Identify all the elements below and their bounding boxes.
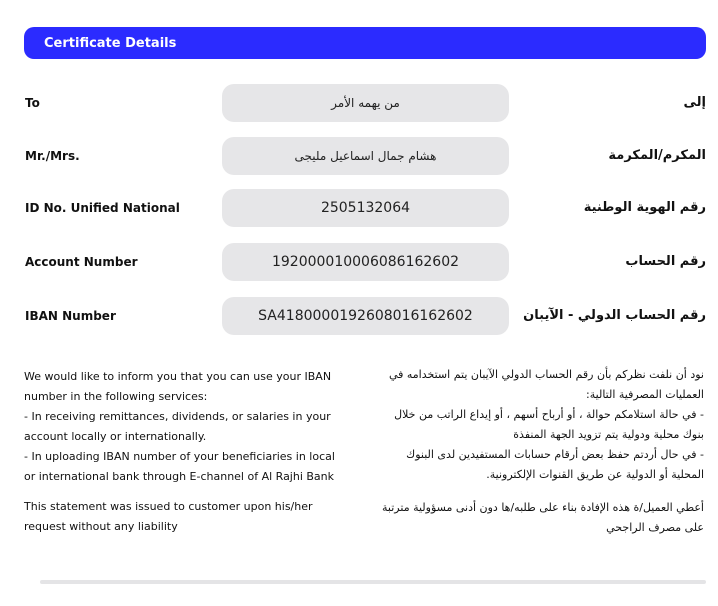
- info-line-ar: - في حالة استلامكم حوالة ، أو أرباح أسهم ، أو إيداع الراتب من خلال: [394, 408, 704, 421]
- info-text-ar: [388, 365, 704, 485]
- info-line-en: number in the following services:: [24, 390, 208, 403]
- row-to: [0, 84, 718, 122]
- statement-line-ar: أعطي العميل/ة هذه الإفادة بناء على طلبه/ها دون أدنى مسؤولية مترتبة: [382, 501, 704, 514]
- account-label-en: Account Number: [25, 255, 138, 269]
- statement-line-en: request without any liability: [24, 520, 178, 533]
- iban-label-en: IBAN Number: [25, 309, 116, 323]
- info-line-ar: بنوك محلية ودولية يتم تزويد الجهة المنفذة: [513, 428, 704, 441]
- bottom-divider: [40, 580, 706, 584]
- certificate-details-header: [24, 27, 706, 59]
- info-line-en: - In uploading IBAN number of your beneficiaries in local: [24, 450, 335, 463]
- name-label-ar: المكرم/المكرمة: [608, 148, 706, 163]
- row-name: [0, 137, 718, 175]
- iban-value: SA4180000192608016162602: [222, 297, 509, 335]
- account-label-ar: رقم الحساب: [625, 254, 706, 269]
- id-value: 2505132064: [222, 189, 509, 227]
- row-iban: [0, 297, 718, 335]
- info-text-en: [24, 367, 335, 487]
- statement-line-en: This statement was issued to customer upon his/her: [24, 500, 313, 513]
- info-line-en: account locally or internationally.: [24, 430, 207, 443]
- info-line-en: - In receiving remittances, dividends, or salaries in your: [24, 410, 331, 423]
- to-value: من يهمه الأمر: [222, 84, 509, 122]
- name-label-en: Mr./Mrs.: [25, 149, 80, 163]
- name-value: هشام جمال اسماعيل مليجى: [222, 137, 509, 175]
- row-id-number: [0, 189, 718, 227]
- statement-line-ar: على مصرف الراجحي: [606, 521, 704, 534]
- header-title: Certificate Details: [44, 35, 177, 51]
- row-account-number: [0, 243, 718, 281]
- info-line-ar: العمليات المصرفية التالية:: [586, 388, 704, 401]
- info-line-en: We would like to inform you that you can use your IBAN: [24, 370, 332, 383]
- to-label-ar: إلى: [683, 95, 706, 110]
- info-line-en: or international bank through E-channel of Al Rajhi Bank: [24, 470, 335, 483]
- account-value: 19200001000608616260​2: [222, 243, 509, 281]
- info-line-ar: المحلية أو الدولية عن طريق القنوات الإلكترونية.: [486, 468, 704, 481]
- iban-label-ar: رقم الحساب الدولي - الآيبان: [523, 308, 706, 323]
- info-line-ar: نود أن نلفت نظركم بأن رقم الحساب الدولي الآيبان يتم استخدامه في: [388, 368, 704, 381]
- info-line-ar: - في حال أردتم حفظ بعض أرقام حسابات المستفيدين لدى البنوك: [406, 448, 704, 461]
- to-label-en: To: [25, 96, 40, 110]
- id-label-ar: رقم الهوية الوطنية: [583, 200, 706, 215]
- id-label-en: ID No. Unified National: [25, 201, 180, 215]
- statement-text-ar: [382, 498, 704, 538]
- statement-text-en: [24, 497, 324, 537]
